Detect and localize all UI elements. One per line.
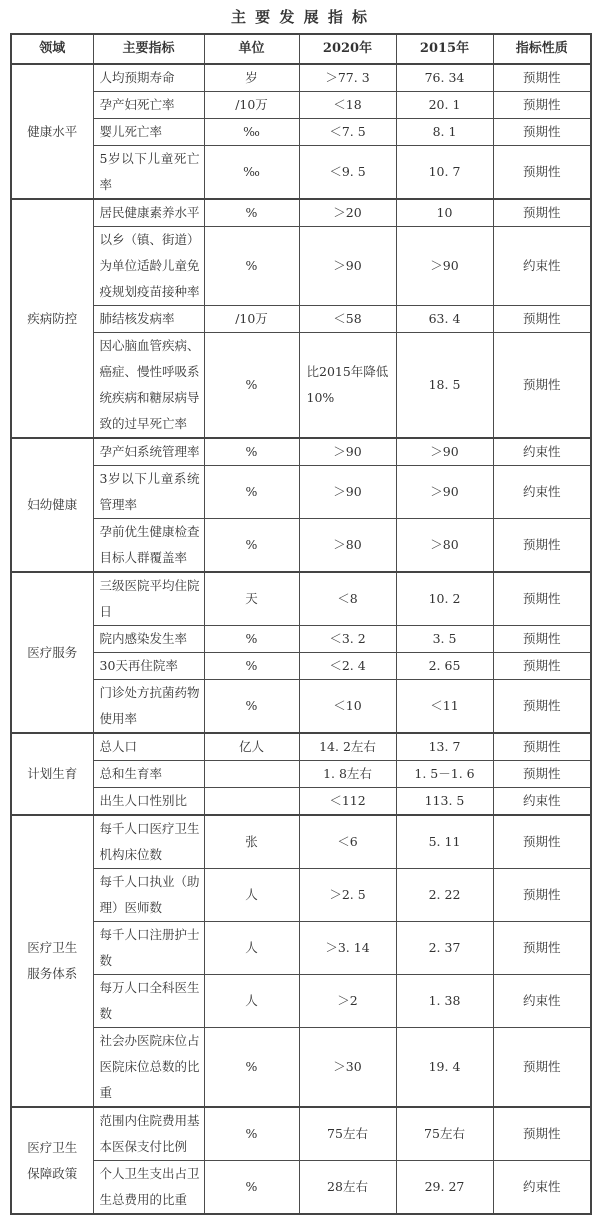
unit-cell: %: [204, 227, 299, 306]
indicators-table: [10, 33, 592, 1215]
table-row: [11, 119, 591, 146]
unit-cell: 张: [204, 815, 299, 869]
field-cell: 医疗卫生保障政策: [11, 1107, 93, 1214]
unit-cell: /10万: [204, 306, 299, 333]
indicator-cell: 总和生育率: [93, 761, 204, 788]
value-2015-cell: 2. 65: [396, 653, 493, 680]
header-unit: 单位: [204, 34, 299, 64]
nature-cell: 预期性: [493, 922, 591, 975]
value-2015-cell: ＜11: [396, 680, 493, 734]
value-2020-cell: ＜6: [299, 815, 396, 869]
unit-cell: %: [204, 199, 299, 227]
value-2020-cell: ＞30: [299, 1028, 396, 1108]
unit-cell: 人: [204, 922, 299, 975]
value-2020-cell: ＞80: [299, 519, 396, 573]
nature-cell: 约束性: [493, 975, 591, 1028]
nature-cell: 预期性: [493, 869, 591, 922]
value-2015-cell: 63. 4: [396, 306, 493, 333]
nature-cell: 预期性: [493, 519, 591, 573]
header-indicator: 主要指标: [93, 34, 204, 64]
table-row: [11, 1107, 591, 1161]
table-row: [11, 733, 591, 761]
indicator-cell: 总人口: [93, 733, 204, 761]
unit-cell: %: [204, 466, 299, 519]
unit-cell: %: [204, 653, 299, 680]
table-row: [11, 761, 591, 788]
table-body: [11, 64, 591, 1214]
indicator-cell: 每千人口医疗卫生机构床位数: [93, 815, 204, 869]
value-2020-cell: 14. 2左右: [299, 733, 396, 761]
nature-cell: 预期性: [493, 64, 591, 92]
nature-cell: 约束性: [493, 788, 591, 816]
unit-cell: [204, 761, 299, 788]
value-2020-cell: ＞2. 5: [299, 869, 396, 922]
value-2020-cell: ＜18: [299, 92, 396, 119]
unit-cell: %: [204, 438, 299, 466]
header-field: 领域: [11, 34, 93, 64]
value-2020-cell: ＞90: [299, 466, 396, 519]
nature-cell: 预期性: [493, 92, 591, 119]
indicator-cell: 以乡（镇、街道）为单位适龄儿童免疫规划疫苗接种率: [93, 227, 204, 306]
value-2020-cell: 1. 8左右: [299, 761, 396, 788]
value-2020-cell: ＞77. 3: [299, 64, 396, 92]
table-row: [11, 869, 591, 922]
indicator-cell: 范围内住院费用基本医保支付比例: [93, 1107, 204, 1161]
field-cell: 医疗服务: [11, 572, 93, 733]
value-2015-cell: ＞90: [396, 466, 493, 519]
unit-cell: 亿人: [204, 733, 299, 761]
table-row: [11, 815, 591, 869]
unit-cell: 人: [204, 869, 299, 922]
unit-cell: ‰: [204, 119, 299, 146]
unit-cell: %: [204, 1028, 299, 1108]
value-2020-cell: ＜7. 5: [299, 119, 396, 146]
value-2020-cell: ＞2: [299, 975, 396, 1028]
value-2015-cell: 13. 7: [396, 733, 493, 761]
value-2015-cell: 2. 22: [396, 869, 493, 922]
nature-cell: 预期性: [493, 626, 591, 653]
unit-cell: %: [204, 333, 299, 439]
field-cell: 健康水平: [11, 64, 93, 199]
value-2020-cell: 比2015年降低10%: [299, 333, 396, 439]
value-2020-cell: ＜10: [299, 680, 396, 734]
value-2020-cell: ＞3. 14: [299, 922, 396, 975]
indicator-cell: 每万人口全科医生数: [93, 975, 204, 1028]
value-2015-cell: 8. 1: [396, 119, 493, 146]
value-2015-cell: 1. 5－1. 6: [396, 761, 493, 788]
value-2015-cell: 18. 5: [396, 333, 493, 439]
unit-cell: %: [204, 680, 299, 734]
nature-cell: 预期性: [493, 333, 591, 439]
table-row: [11, 438, 591, 466]
indicator-cell: 婴儿死亡率: [93, 119, 204, 146]
value-2015-cell: 1. 38: [396, 975, 493, 1028]
value-2020-cell: 28左右: [299, 1161, 396, 1215]
nature-cell: 约束性: [493, 227, 591, 306]
nature-cell: 预期性: [493, 653, 591, 680]
table-row: [11, 227, 591, 306]
indicator-cell: 人均预期寿命: [93, 64, 204, 92]
indicator-cell: 30天再住院率: [93, 653, 204, 680]
table-row: [11, 975, 591, 1028]
indicator-cell: 5岁以下儿童死亡率: [93, 146, 204, 200]
indicator-cell: 个人卫生支出占卫生总费用的比重: [93, 1161, 204, 1215]
unit-cell: %: [204, 1107, 299, 1161]
value-2015-cell: ＞90: [396, 227, 493, 306]
nature-cell: 预期性: [493, 815, 591, 869]
indicator-cell: 每千人口注册护士数: [93, 922, 204, 975]
value-2015-cell: 19. 4: [396, 1028, 493, 1108]
table-row: [11, 653, 591, 680]
table-row: [11, 333, 591, 439]
value-2015-cell: 3. 5: [396, 626, 493, 653]
header-2015: 2015年: [396, 34, 493, 64]
unit-cell: %: [204, 1161, 299, 1215]
nature-cell: 预期性: [493, 761, 591, 788]
indicator-cell: 出生人口性别比: [93, 788, 204, 816]
indicator-cell: 社会办医院床位占医院床位总数的比重: [93, 1028, 204, 1108]
nature-cell: 预期性: [493, 199, 591, 227]
value-2020-cell: ＜58: [299, 306, 396, 333]
table-row: [11, 199, 591, 227]
unit-cell: %: [204, 519, 299, 573]
nature-cell: 预期性: [493, 306, 591, 333]
table-row: [11, 146, 591, 200]
value-2015-cell: 2. 37: [396, 922, 493, 975]
indicator-cell: 3岁以下儿童系统管理率: [93, 466, 204, 519]
indicator-cell: 因心脑血管疾病、癌症、慢性呼吸系统疾病和糖尿病导致的过早死亡率: [93, 333, 204, 439]
unit-cell: 岁: [204, 64, 299, 92]
value-2020-cell: 75左右: [299, 1107, 396, 1161]
nature-cell: 约束性: [493, 1161, 591, 1215]
value-2015-cell: 5. 11: [396, 815, 493, 869]
nature-cell: 预期性: [493, 1028, 591, 1108]
field-cell: 妇幼健康: [11, 438, 93, 572]
indicator-cell: 每千人口执业（助理）医师数: [93, 869, 204, 922]
value-2015-cell: 20. 1: [396, 92, 493, 119]
value-2020-cell: ＜8: [299, 572, 396, 626]
header-nature: 指标性质: [493, 34, 591, 64]
unit-cell: %: [204, 626, 299, 653]
indicator-cell: 居民健康素养水平: [93, 199, 204, 227]
indicator-cell: 孕产妇死亡率: [93, 92, 204, 119]
nature-cell: 预期性: [493, 733, 591, 761]
field-cell: 计划生育: [11, 733, 93, 815]
table-header-row: [11, 34, 591, 64]
value-2015-cell: 76. 34: [396, 64, 493, 92]
table-row: [11, 519, 591, 573]
table-row: [11, 1161, 591, 1215]
nature-cell: 预期性: [493, 119, 591, 146]
nature-cell: 预期性: [493, 1107, 591, 1161]
value-2020-cell: ＞90: [299, 227, 396, 306]
value-2015-cell: 75左右: [396, 1107, 493, 1161]
unit-cell: /10万: [204, 92, 299, 119]
field-cell: 医疗卫生服务体系: [11, 815, 93, 1107]
nature-cell: 约束性: [493, 466, 591, 519]
unit-cell: 天: [204, 572, 299, 626]
table-row: [11, 922, 591, 975]
value-2020-cell: ＜112: [299, 788, 396, 816]
value-2020-cell: ＞90: [299, 438, 396, 466]
table-row: [11, 306, 591, 333]
value-2015-cell: 10: [396, 199, 493, 227]
table-row: [11, 626, 591, 653]
field-cell: 疾病防控: [11, 199, 93, 438]
value-2015-cell: ＞90: [396, 438, 493, 466]
header-2020: 2020年: [299, 34, 396, 64]
nature-cell: 预期性: [493, 680, 591, 734]
table-row: [11, 572, 591, 626]
table-row: [11, 1028, 591, 1108]
nature-cell: 预期性: [493, 572, 591, 626]
nature-cell: 预期性: [493, 146, 591, 200]
value-2015-cell: ＞80: [396, 519, 493, 573]
value-2015-cell: 29. 27: [396, 1161, 493, 1215]
document-page: [0, 8, 600, 1215]
indicator-cell: 孕产妇系统管理率: [93, 438, 204, 466]
value-2015-cell: 113. 5: [396, 788, 493, 816]
table-row: [11, 92, 591, 119]
indicator-cell: 门诊处方抗菌药物使用率: [93, 680, 204, 734]
value-2020-cell: ＜2. 4: [299, 653, 396, 680]
table-row: [11, 788, 591, 816]
nature-cell: 约束性: [493, 438, 591, 466]
indicator-cell: 肺结核发病率: [93, 306, 204, 333]
value-2020-cell: ＞20: [299, 199, 396, 227]
unit-cell: 人: [204, 975, 299, 1028]
table-row: [11, 680, 591, 734]
indicator-cell: 孕前优生健康检查目标人群覆盖率: [93, 519, 204, 573]
page-title: 主 要 发 展 指 标: [230, 8, 370, 26]
value-2020-cell: ＜9. 5: [299, 146, 396, 200]
indicator-cell: 院内感染发生率: [93, 626, 204, 653]
value-2020-cell: ＜3. 2: [299, 626, 396, 653]
value-2015-cell: 10. 2: [396, 572, 493, 626]
unit-cell: ‰: [204, 146, 299, 200]
unit-cell: [204, 788, 299, 816]
table-row: [11, 64, 591, 92]
value-2015-cell: 10. 7: [396, 146, 493, 200]
table-row: [11, 466, 591, 519]
indicator-cell: 三级医院平均住院日: [93, 572, 204, 626]
